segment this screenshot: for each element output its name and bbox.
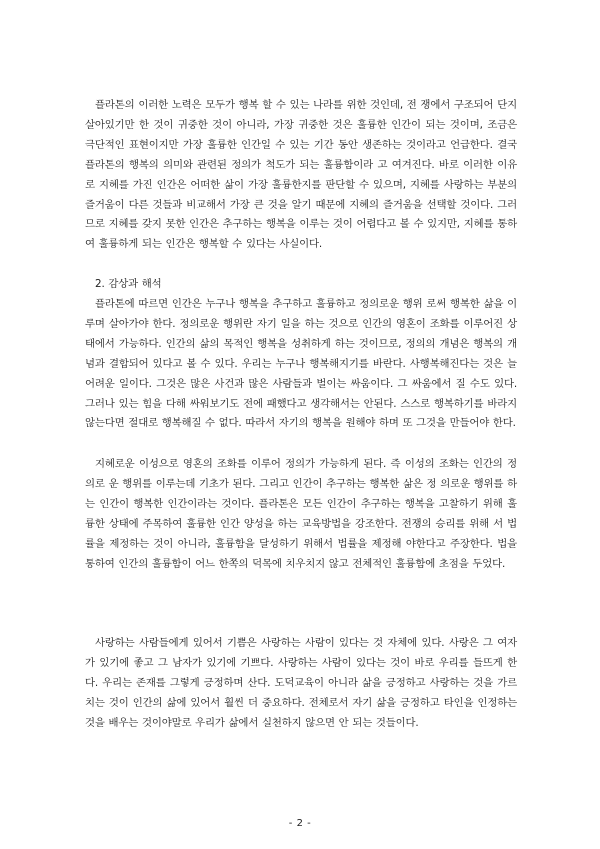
section-heading: 2. 감상과 해석: [95, 278, 162, 290]
body-paragraph-2: 플라톤에 따르면 인간은 누구나 행복을 추구하고 훌륭하고 정의로운 행위 로써 행복한 삶을 이루며 살아가야 한다. 정의로운 행위란 자기 일을 하는 것으로 인간의 영혼이 조화를 이루어진 상태에서 가능하다. 인간의 삶의 목적인 행복을 성취하게 하는 것이므로, 정의의 개념은 행복의 개념과 결합되어 있다고 볼 수 있다. 우리는 누구나 행복해지기를 바란다. 사행복해진다는 것은 늘 어려운 일이다. 그것은 많은 사건과 많은 사람들과 벌이는 싸움이다. 그 싸움에서 질 수도 있다. 그러나 있는 힘을 다해 싸워보기도 전에 패했다고 생각해서는 안된다. 스스로 행복하기를 바라지 않는다면 절대로 행복해질 수 없다. 따라서 자기의 행복을 원해야 하며 또 그것을 만들어야 한다.: [85, 298, 517, 430]
body-paragraph-3: 지혜로운 이성으로 영혼의 조화를 이루어 정의가 가능하게 된다. 즉 이성의 조화는 인간의 정의로 운 행위를 이루는데 기초가 된다. 그리고 인간이 추구하는 행복한 삶은 정 의로운 행위를 하는 인간이 행복한 인간이라는 것이다. 플라톤은 모든 인간이 추구하는 행복을 고찰하기 위해 훌륭한 상태에 주목하여 훌륭한 인간 양성을 하는 교육방법을 강조한다. 전쟁의 승리를 위해 서 법률을 제정하는 것이 아니라, 훌륭함을 달성하기 위해서 법률을 제정해 야한다고 주장한다. 법을 통하여 인간의 훌륭함이 어느 한쪽의 덕목에 치우치지 않고 전체적인 훌륭함에 초점을 두었다.: [85, 458, 517, 570]
body-paragraph-1: 플라톤의 이러한 노력은 모두가 행복 할 수 있는 나라를 위한 것인데, 전 쟁에서 구조되어 단지 살아있기만 한 것이 귀중한 것이 아니라, 가장 귀중한 것은 훌륭한 인간이 되는 것이며, 조금은 극단적인 표현이지만 가장 훌륭한 인간일 수 있는 기간 동안 생존하는 것이라고 언급한다. 결국 플라톤의 행복의 의미와 관련된 정의가 척도가 되는 훌륭함이라 고 여겨진다. 바로 이러한 이유로 지혜를 가진 인간은 어떠한 삶이 가장 훌륭한지를 판단할 수 있으며, 지혜를 사랑하는 부분의 즐거움이 다른 것들과 비교해서 가장 큰 것을 알기 때문에 지혜의 즐거움을 선택할 것이다. 그러므로 지혜를 갖지 못한 인간은 추구하는 행복을 이루는 것이 어렵다고 볼 수 있지만, 지혜를 통하여 훌륭하게 되는 인간은 행복할 수 있다는 사실이다.: [85, 99, 517, 251]
body-paragraph-4: 사랑하는 사람들에게 있어서 기쁨은 사랑하는 사람이 있다는 것 자체에 있다. 사랑은 그 여자가 있기에 좋고 그 남자가 있기에 기쁘다. 사랑하는 사람이 있다는 것이 바로 우리를 들뜨게 한다. 우리는 존재를 그렇게 긍정하며 산다. 도덕교육이 아니라 삶을 긍정하고 사랑하는 것을 가르치는 것이 인간의 삶에 있어서 훨씬 더 중요하다. 전체로서 자기 삶을 긍정하고 타인을 인정하는 것을 배우는 것이야말로 우리가 삶에서 실천하지 않으면 안 되는 것들이다.: [85, 637, 517, 729]
page-number: - 2 -: [288, 818, 312, 829]
